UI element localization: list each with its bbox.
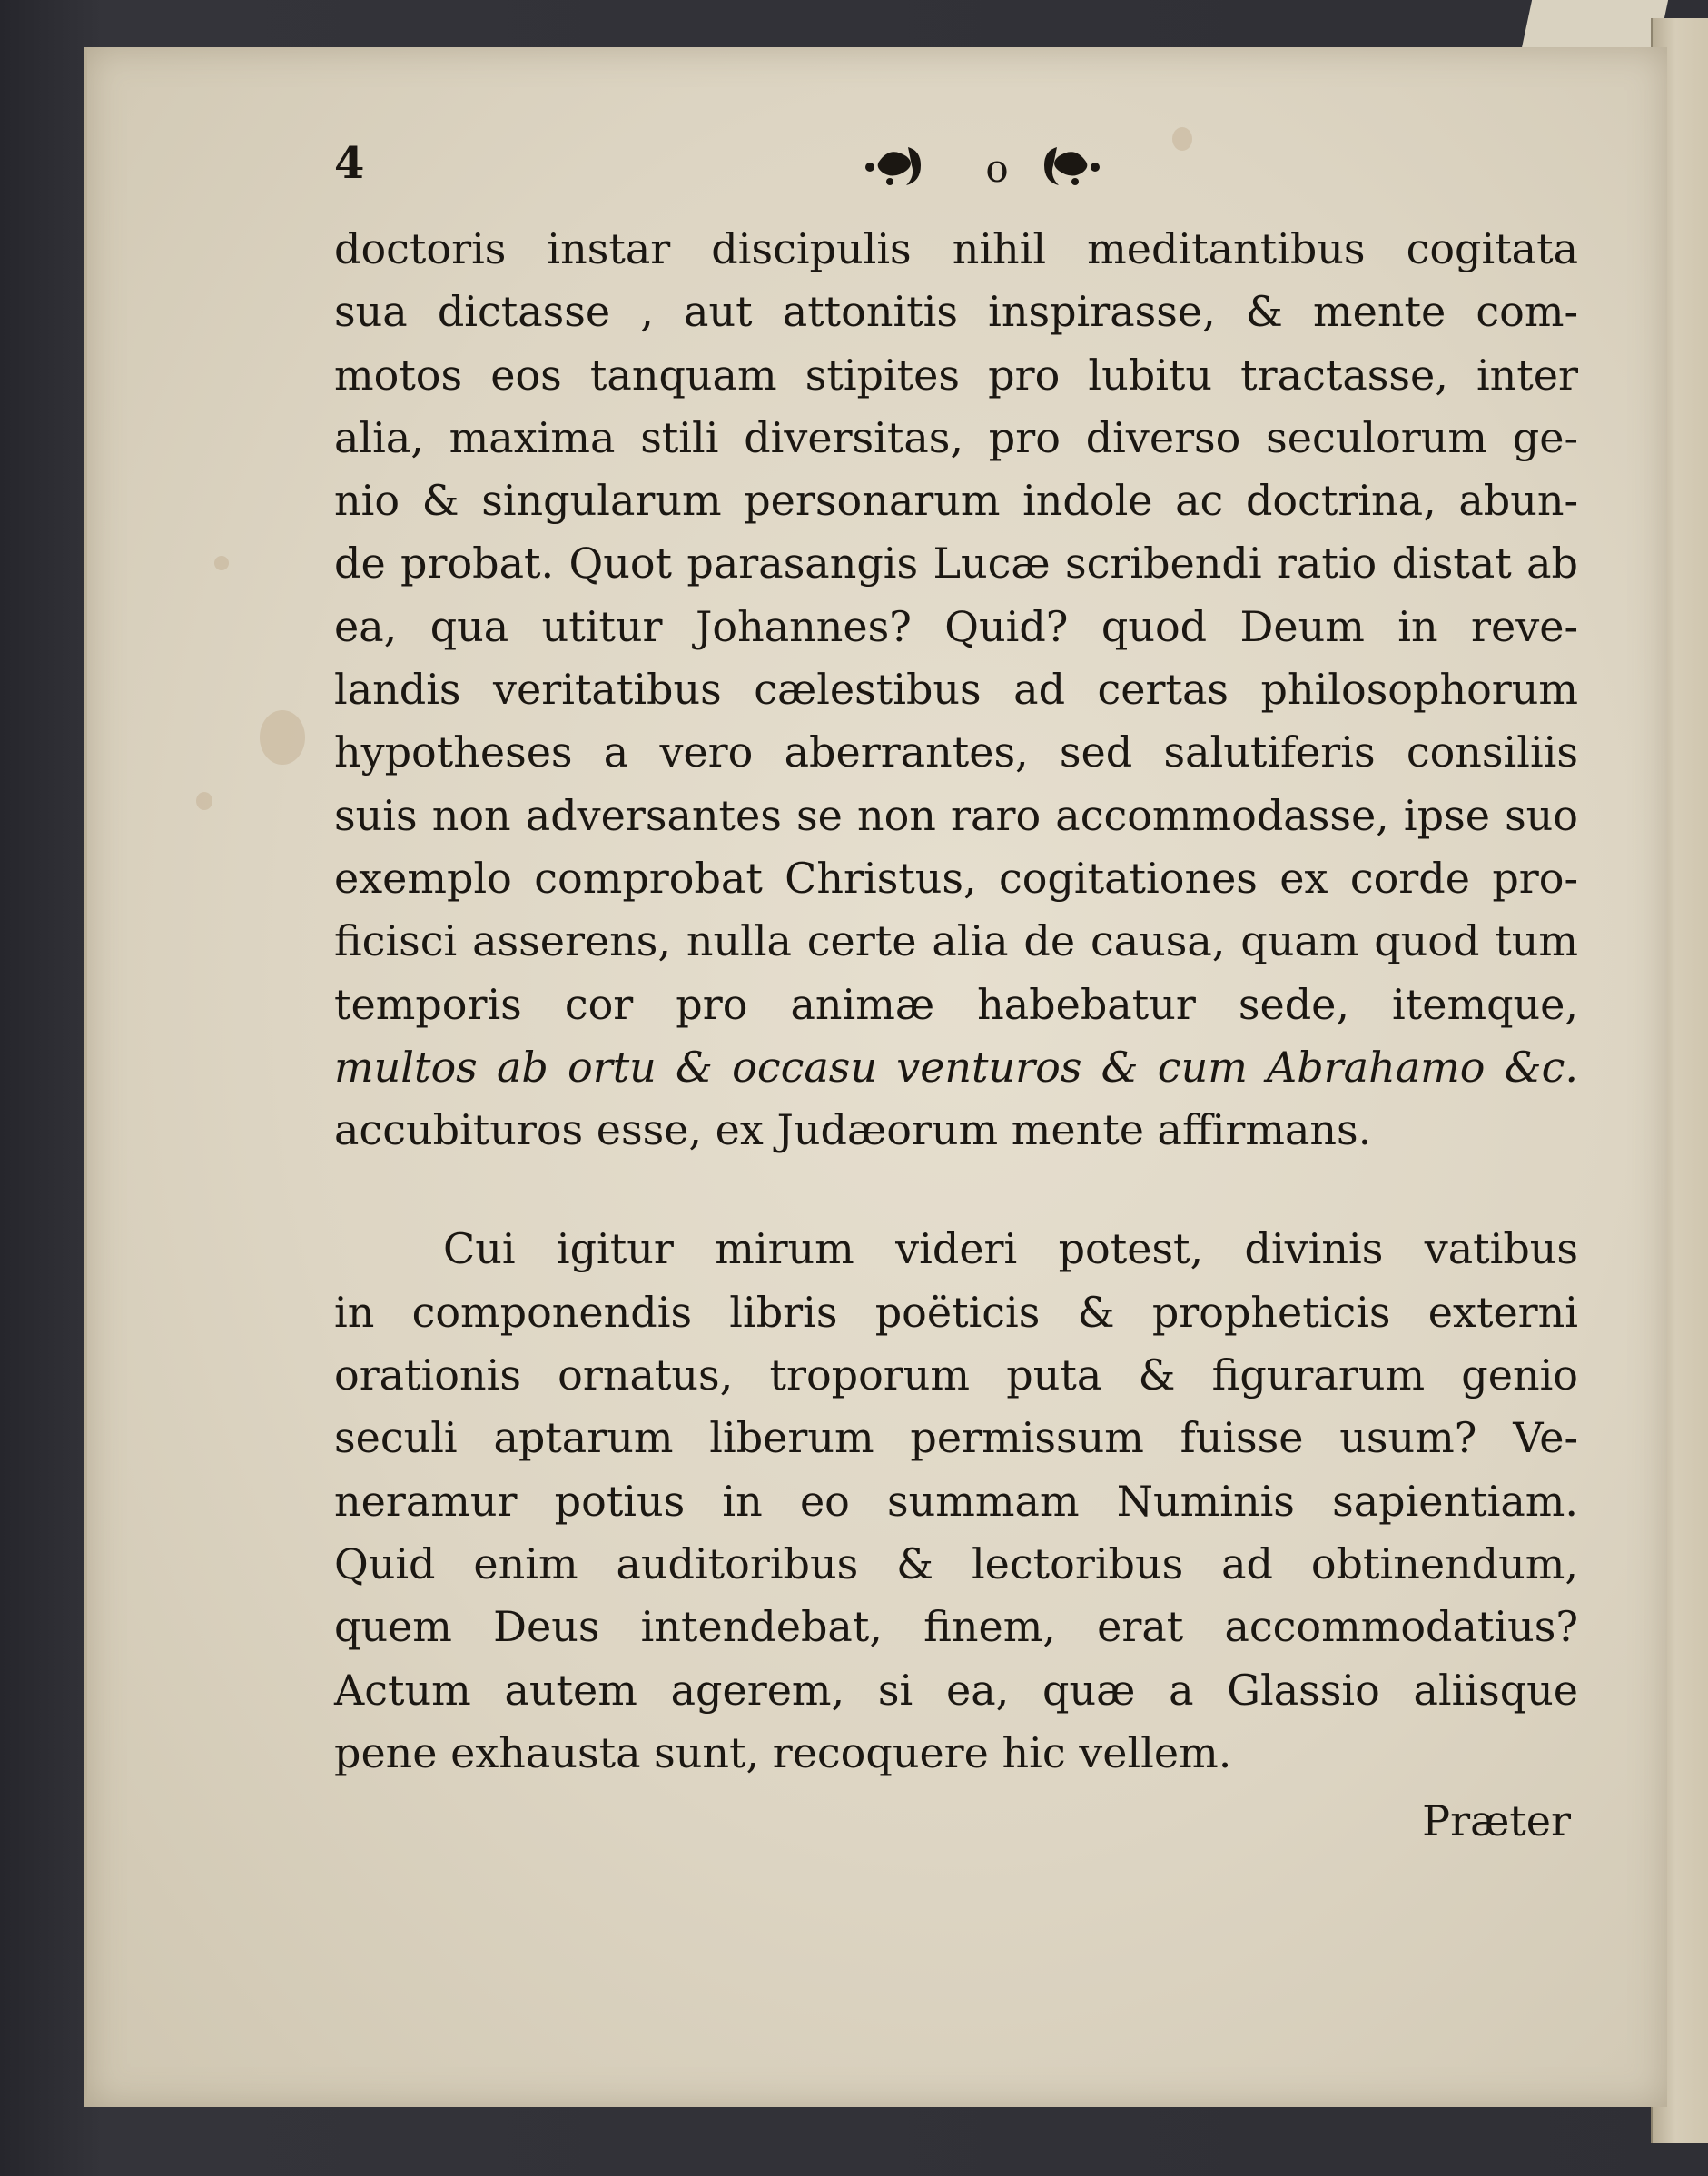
paragraph-2 — [334, 1218, 1578, 1785]
text-line: accubituros esse, ex Judæorum mente affirmans. — [334, 1105, 1372, 1155]
text-line: neramur potius in eo summam Numinis sapientiam. — [334, 1476, 1578, 1526]
text-line: in componendis libris poëticis & propheticis externi — [334, 1287, 1578, 1337]
text-line: alia, maxima stili diversitas, pro diverso seculorum ge- — [334, 412, 1578, 462]
text-line: quem Deus intendebat, finem, erat accommodatius? — [334, 1602, 1578, 1652]
text-line: motos eos tanquam stipites pro lubitu tractasse, inter — [334, 350, 1578, 400]
paragraph-gap — [334, 1162, 1578, 1218]
foxing-spot — [260, 710, 305, 765]
paragraph-1 — [334, 218, 1578, 1162]
text-line: ficisci asserens, nulla certe alia de causa, quam quod tum — [334, 916, 1578, 966]
foxing-spot — [214, 556, 229, 570]
text-line: seculi aptarum liberum permissum fuisse usum? Ve- — [334, 1413, 1578, 1463]
text-line: sua dictasse , aut attonitis inspirasse, & mente com- — [334, 287, 1578, 337]
page-number: 4 — [334, 138, 365, 189]
text-line: orationis ornatus, troporum puta & figurarum genio — [334, 1350, 1578, 1400]
body-text — [334, 218, 1578, 1785]
text-line: suis non adversantes se non raro accommodasse, ipse suo — [334, 790, 1578, 840]
text-line: de probat. Quot parasangis Lucæ scribendi ratio distat ab — [334, 539, 1578, 589]
text-line: nio & singularum personarum indole ac doctrina, abun- — [334, 476, 1578, 526]
text-line: Cui igitur mirum videri potest, divinis vatibus — [443, 1224, 1578, 1274]
header-center-mark: o — [985, 146, 1009, 191]
text-line: hypotheses a vero aberrantes, sed salutiferis consiliis — [334, 727, 1578, 777]
text-line: multos ab ortu & occasu venturos & cum Abrahamo &c. — [334, 1042, 1578, 1092]
header-ornament-icon — [843, 136, 1151, 200]
catchword: Præter — [1422, 1796, 1571, 1845]
text-line: landis veritatibus cælestibus ad certas philosophorum — [334, 665, 1578, 715]
text-line: temporis cor pro animæ habebatur sede, itemque, — [334, 979, 1578, 1029]
page-header — [334, 136, 1578, 200]
text-line: exemplo comprobat Christus, cogitationes ex corde pro- — [334, 853, 1578, 903]
text-line: pene exhausta sunt, recoquere hic vellem. — [334, 1727, 1232, 1777]
text-line: Actum autem agerem, si ea, quæ a Glassio aliisque — [334, 1665, 1578, 1715]
text-line: Quid enim auditoribus & lectoribus ad obtinendum, — [334, 1538, 1578, 1588]
text-line: ea, qua utitur Johannes? Quid? quod Deum in reve- — [334, 601, 1578, 651]
text-line: doctoris instar discipulis nihil meditantibus cogitata — [334, 224, 1578, 273]
foxing-spot — [196, 792, 212, 810]
